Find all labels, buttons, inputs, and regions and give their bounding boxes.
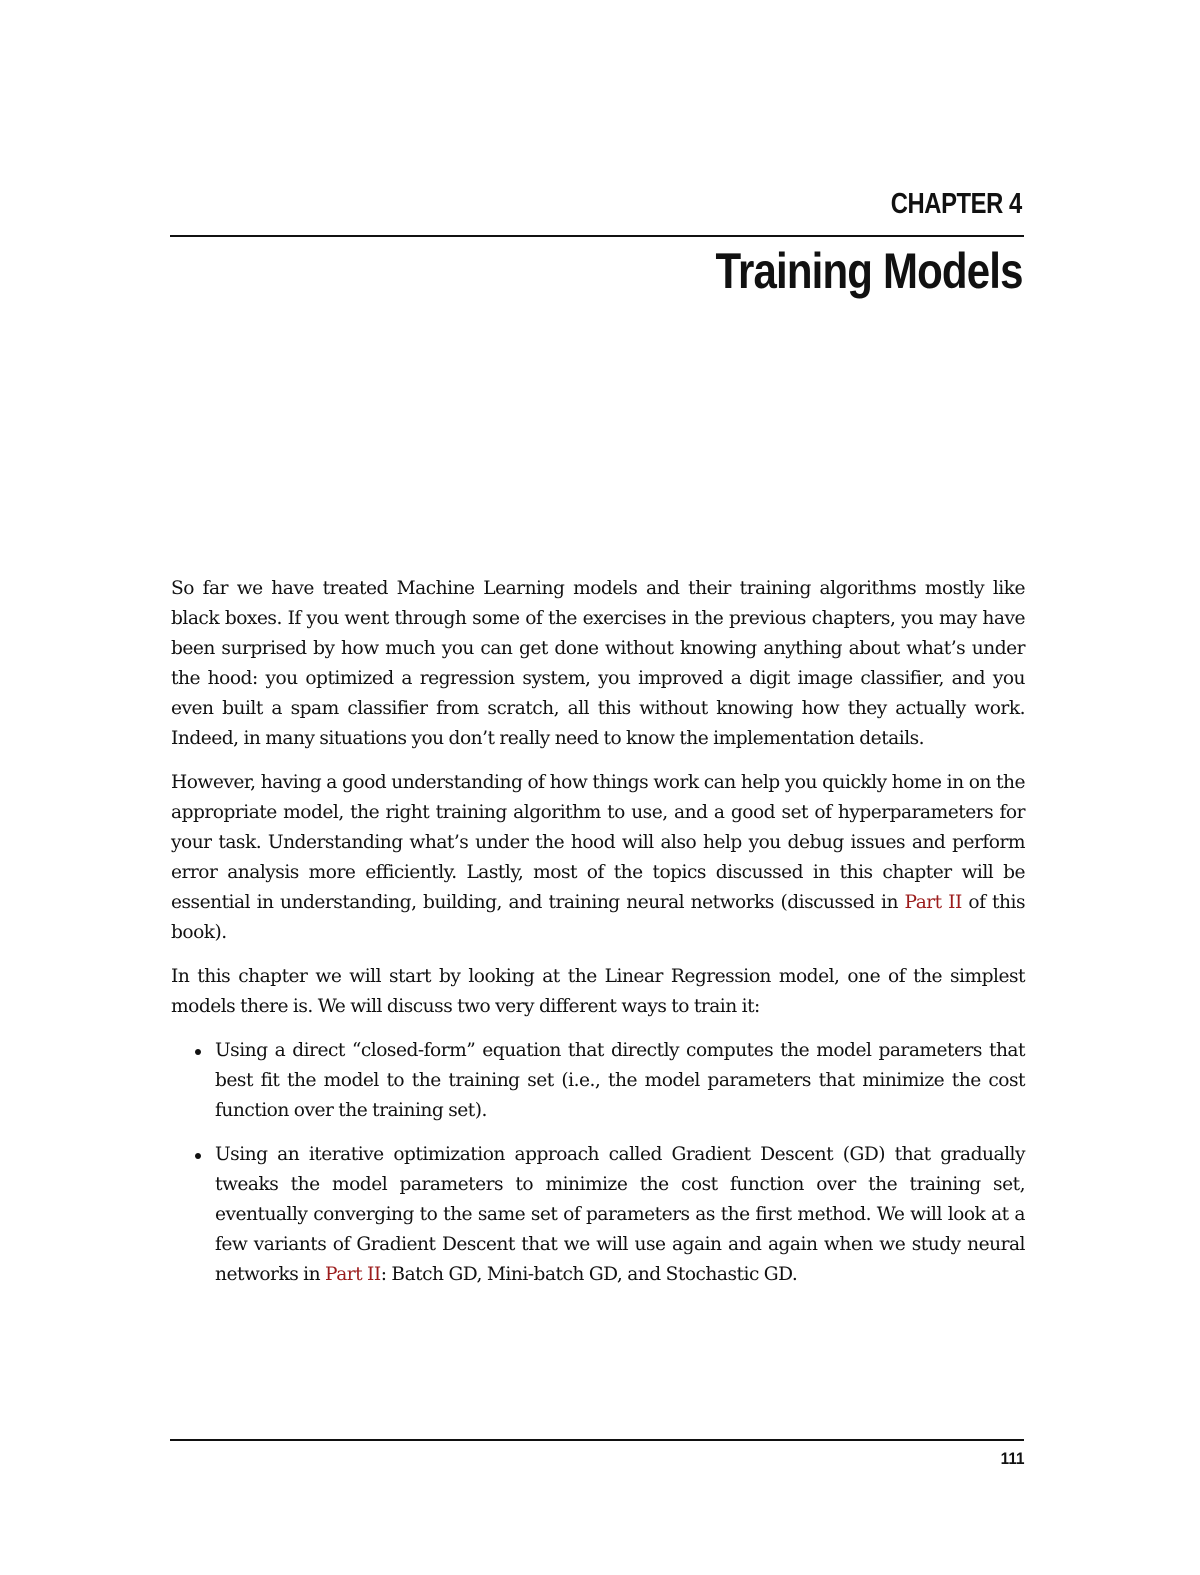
bullet-icon — [195, 1153, 201, 1159]
list-item-text-before: Using an iterative optimization approach called Gradient Descent (GD) that gradually tweaks the model parameters to minimize the cost function over the training set, eventually converging to the same set of parameters as the first method. We will look at a few variants of Gradient Descent that we will use again and again when we study neural networks in — [215, 1144, 1025, 1285]
list-item-text-after: : Batch GD, Mini-batch GD, and Stochastic GD. — [380, 1264, 798, 1285]
body-text — [171, 574, 1025, 1304]
training-methods-list — [171, 1036, 1025, 1290]
motivation-paragraph — [171, 768, 1025, 948]
chapter-rule — [170, 235, 1024, 237]
list-item-text: Using a direct “closed-form” equation that directly computes the model parameters that best fit the model to the training set (i.e., the model parameters that minimize the cost function over the training set). — [215, 1040, 1025, 1121]
intro-paragraph: So far we have treated Machine Learning models and their training algorithms mostly like black boxes. If you went through some of the exercises in the previous chapters, you may have been surprised by how much you can get done without knowing anything about what’s under the hood: you optimized a regression system, you improved a digit image classifier, and you even built a spam classifier from scratch, all this without knowing how they actually work. Indeed, in many situations you don’t really need to know the implementation details. — [171, 578, 1025, 749]
motivation-text-after: of this book). — [171, 892, 1025, 943]
chapter-label: CHAPTER 4 — [890, 188, 1022, 220]
motivation-text-before: However, having a good understanding of how things work can help you quickly home in on the appropriate model, the right training algorithm to use, and a good set of hyperparameters for your task. Understanding what’s under the hood will also help you debug issues and perform error analysis more efficiently. Lastly, most of the topics discussed in this chapter will be essential in understanding, building, and training neural networks (discussed in — [171, 772, 1025, 913]
chapter-plan-paragraph: In this chapter we will start by looking at the Linear Regression model, one of the simplest models there is. We will discuss two very different ways to train it: — [171, 966, 1025, 1017]
bullet-icon — [195, 1049, 201, 1055]
part-ii-link[interactable]: Part II — [904, 892, 962, 913]
list-item — [171, 1140, 1025, 1290]
chapter-title: Training Models — [715, 243, 1023, 299]
footer-rule — [170, 1439, 1024, 1441]
list-item — [171, 1036, 1025, 1126]
page-number: 111 — [1000, 1449, 1024, 1468]
part-ii-link[interactable]: Part II — [325, 1264, 381, 1285]
